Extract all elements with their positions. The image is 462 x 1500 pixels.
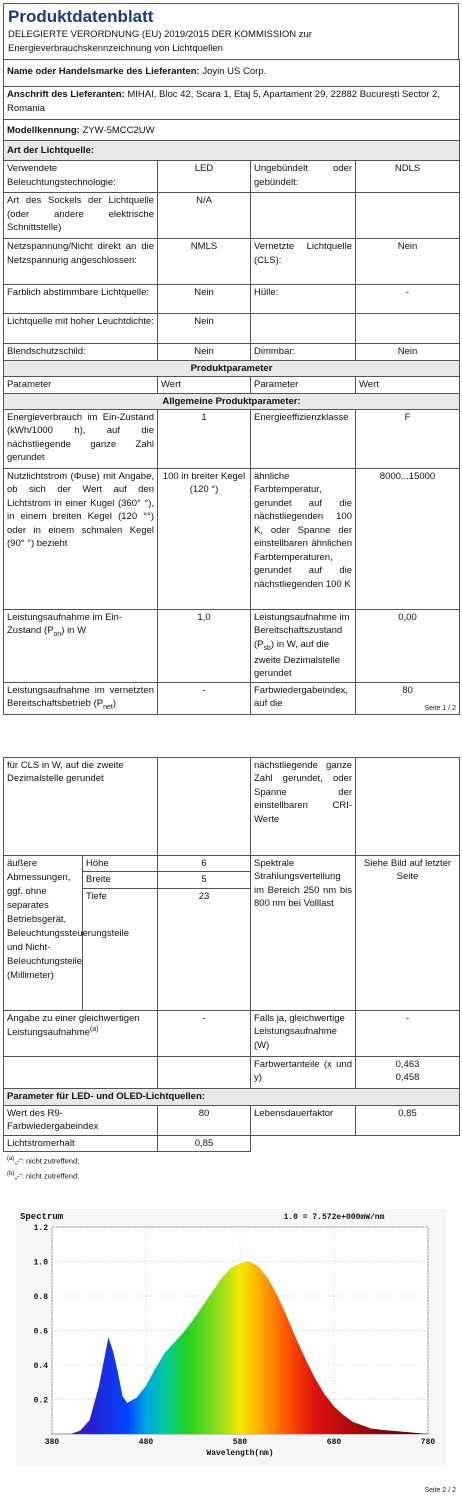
r9-label: Wert des R9-Farbwiedergabeindex bbox=[4, 1105, 158, 1135]
equivalent-power-row bbox=[4, 1010, 460, 1056]
model-value: ZYW-5MCC2UW bbox=[82, 125, 155, 137]
general-params-title: Allgemeine Produktparameter: bbox=[4, 393, 460, 409]
dimension-name: Tiefe bbox=[83, 888, 158, 1010]
y-tick-label: 1.0 bbox=[33, 1258, 48, 1268]
datasheet-page-1 bbox=[3, 3, 459, 715]
light-source-row-value: N/A bbox=[158, 193, 251, 239]
light-source-row-value: Nein bbox=[356, 344, 460, 360]
datasheet-table-page-1 bbox=[3, 59, 460, 715]
product-params-title-row bbox=[4, 360, 460, 376]
param-label-text: Leistungsaufnahme im Bereitschaftszustand (P bbox=[254, 612, 350, 650]
supplier-address-value: MIHAI, Bloc 42, Scara 1, Etaj 5, Apartament 29, 22882 București Sector 2, Romania bbox=[7, 89, 440, 114]
x-tick-label: 380 bbox=[44, 1438, 60, 1447]
chromaticity-label: Farbwertanteile (x und y) bbox=[251, 1056, 356, 1088]
light-source-row-value bbox=[356, 193, 460, 239]
x-axis-label: Wavelength(nm) bbox=[206, 1449, 274, 1458]
dimension-value: 5 bbox=[158, 872, 251, 888]
chromaticity-values bbox=[356, 1056, 460, 1088]
light-source-row-label: Ungebündelt oder gebündelt: bbox=[251, 161, 356, 193]
param-label: Energieverbrauch im Ein-Zustand (kWh/1000 h), auf die nächstliegende ganze Zahl gerundet bbox=[4, 410, 158, 469]
light-source-row-value bbox=[356, 314, 460, 344]
product-params-title: Produktparameter bbox=[4, 360, 460, 376]
param-row bbox=[4, 469, 460, 610]
param-label-tail: ) in W bbox=[61, 625, 87, 637]
column-header-param: Parameter bbox=[251, 377, 356, 393]
footnote-b bbox=[3, 1169, 459, 1184]
param-label bbox=[251, 610, 356, 683]
supplier-name-label: Name oder Handelsmarke des Lieferanten: bbox=[7, 66, 200, 78]
page-number-2: Seite 2 / 2 bbox=[424, 1487, 456, 1494]
param-row bbox=[4, 410, 460, 469]
spectrum-chart bbox=[16, 1209, 446, 1465]
continuation-left-value bbox=[158, 758, 251, 856]
param-value: 100 in breiter Kegel (120 °) bbox=[158, 469, 251, 610]
light-source-row bbox=[4, 344, 460, 360]
light-source-row-label bbox=[251, 193, 356, 239]
supplier-name-row bbox=[4, 60, 460, 87]
continuation-row bbox=[4, 758, 460, 856]
light-source-row bbox=[4, 285, 460, 314]
led-params-title-row bbox=[4, 1088, 460, 1105]
chart-scale-note: 1.0 = 7.572e+000mW/nm bbox=[283, 1213, 385, 1222]
param-value: F bbox=[356, 410, 460, 469]
spectrum-chart-svg bbox=[16, 1209, 446, 1465]
dimensions-label: äußere Abmessungen, ggf. ohne separates Betriebsgerät, Beleuchtungssteuerungsteile und Nicht-Beleuchtungsteile (Millimeter) bbox=[4, 856, 83, 1011]
continuation-right-value bbox=[356, 758, 460, 856]
param-value: 80 bbox=[356, 682, 460, 714]
led-param-row bbox=[4, 1135, 460, 1151]
led-params-title: Parameter für LED- und OLED-Lichtquellen: bbox=[4, 1088, 460, 1105]
continuation-left-label: für CLS in W, auf die zweite Dezimalstelle gerundet bbox=[4, 758, 158, 856]
document-title: Produktdatenblatt bbox=[8, 7, 154, 26]
datasheet-page-2 bbox=[3, 757, 459, 1184]
lumen-maintenance-value: 0,85 bbox=[158, 1135, 251, 1151]
footnote-ref-a: (a) bbox=[89, 1026, 99, 1034]
lifetime-factor-value: 0,85 bbox=[356, 1105, 460, 1135]
model-row bbox=[4, 120, 460, 141]
lifetime-factor-label: Lebensdauerfaktor bbox=[251, 1105, 356, 1135]
param-label-sub: on bbox=[53, 631, 62, 639]
supplier-address-row bbox=[4, 87, 460, 120]
footnote-a-mark: (a) bbox=[7, 1156, 15, 1163]
page-number-1: Seite 1 / 2 bbox=[424, 705, 456, 712]
model-label: Modellkennung: bbox=[7, 125, 80, 137]
x-tick-label: 580 bbox=[232, 1438, 248, 1447]
param-label-text: Leistungsaufnahme im Ein-Zustand (P bbox=[7, 612, 123, 637]
x-tick-label: 780 bbox=[420, 1438, 436, 1447]
light-source-row-value: NDLS bbox=[356, 161, 460, 193]
chart-title: Spectrum bbox=[20, 1212, 64, 1222]
dimension-value: 6 bbox=[158, 856, 251, 872]
supplier-address-label: Anschrift des Lieferanten: bbox=[7, 89, 125, 101]
light-source-row bbox=[4, 239, 460, 285]
chromaticity-y: 0,458 bbox=[395, 1072, 420, 1084]
light-source-section-row bbox=[4, 141, 460, 161]
light-source-row-label: Verwendete Beleuchtungstechnologie: bbox=[4, 161, 158, 193]
light-source-row bbox=[4, 314, 460, 344]
equivalent-power-r-value: - bbox=[356, 1010, 460, 1056]
param-value: 1 bbox=[158, 410, 251, 469]
y-tick-label: 0.4 bbox=[33, 1362, 48, 1371]
dimensions-row bbox=[4, 856, 460, 872]
general-params-title-row bbox=[4, 393, 460, 409]
param-label-sub: net bbox=[103, 704, 113, 712]
equivalent-power-label bbox=[4, 1010, 158, 1056]
chromaticity-empty bbox=[4, 1056, 158, 1088]
light-source-row-value: Nein bbox=[356, 239, 460, 285]
param-label-sub: sb bbox=[263, 644, 271, 652]
light-source-row-label bbox=[251, 314, 356, 344]
x-tick-label: 680 bbox=[326, 1438, 342, 1447]
footnote-a bbox=[3, 1154, 459, 1169]
led-param-row bbox=[4, 1105, 460, 1135]
equivalent-power-value: - bbox=[158, 1010, 251, 1056]
light-source-row-label: Vernetzte Lichtquelle (CLS): bbox=[251, 239, 356, 285]
regulation-line-2: Energieverbrauchskennzeichnung von Lichtquellen bbox=[8, 42, 223, 54]
regulation-line-1: DELEGIERTE VERORDNUNG (EU) 2019/2015 DER KOMMISSION zur bbox=[8, 29, 312, 41]
column-header-param: Parameter bbox=[4, 377, 158, 393]
param-value: - bbox=[158, 682, 251, 714]
param-label: ähnliche Farbtemperatur, gerundet auf die nächstliegenden 100 K, oder Spanne der einstellbaren ähnlichen Farbtemperaturen, gerundet auf die nächstliegenden 100 K bbox=[251, 469, 356, 610]
param-label: Nutzlichtstrom (Φuse) mit Angabe, ob sich der Wert auf den Lichtstrom in einer Kugel (360° °), in einem breiten Kegel (120 °°) oder in einem schmalen Kegel (90° °) bezieht bbox=[4, 469, 158, 610]
light-source-section-title: Art der Lichtquelle: bbox=[4, 141, 460, 161]
param-label-text: Leistungsaufnahme im vernetzten Bereitschaftsbetrieb (P bbox=[7, 684, 154, 710]
continuation-right-label: nächstliegende ganze Zahl gerundet, oder Spanne der einstellbaren CRI-Werte bbox=[251, 758, 356, 856]
y-tick-label: 0.6 bbox=[33, 1327, 48, 1337]
light-source-row-label: Lichtquelle mit hoher Leuchtdichte: bbox=[4, 314, 158, 344]
empty-cell bbox=[251, 1135, 356, 1151]
light-source-row-label: Art des Sockels der Lichtquelle (oder andere elektrische Schnittstelle) bbox=[4, 193, 158, 239]
light-source-row-value: LED bbox=[158, 161, 251, 193]
param-label-tail: ) in W, auf die zweite Dezimalstelle gerundet bbox=[254, 638, 341, 680]
y-tick-label: 0.2 bbox=[33, 1396, 48, 1406]
dimension-name: Höhe bbox=[83, 856, 158, 872]
param-label: Energieeffizienzklasse bbox=[251, 410, 356, 469]
dimension-value: 23 bbox=[158, 888, 251, 1010]
light-source-row-label: Dimmbar: bbox=[251, 344, 356, 360]
light-source-row-label: Farblich abstimmbare Lichtquelle: bbox=[4, 285, 158, 314]
footnote-b-text: „-“: nicht zutreffend; bbox=[14, 1171, 80, 1181]
footnote-b-mark: (b) bbox=[7, 1171, 15, 1178]
light-source-row-value: Nein bbox=[158, 344, 251, 360]
supplier-name-value: Joyin US Corp. bbox=[202, 66, 267, 78]
datasheet-header bbox=[3, 3, 459, 59]
param-value: 8000...15000 bbox=[356, 469, 460, 610]
column-header-row bbox=[4, 377, 460, 393]
r9-value: 80 bbox=[158, 1105, 251, 1135]
y-tick-label: 0.8 bbox=[33, 1293, 48, 1302]
param-label-tail: ) bbox=[112, 698, 117, 710]
light-source-row-label: Hülle: bbox=[251, 285, 356, 314]
param-label bbox=[4, 682, 158, 714]
light-source-row bbox=[4, 161, 460, 193]
dimension-name: Breite bbox=[83, 872, 158, 888]
light-source-row-label: Blendschutzschild: bbox=[4, 344, 158, 360]
equivalent-power-r-label: Falls ja, gleichwertige Leistungsaufnahme (W) bbox=[251, 1010, 356, 1056]
spectral-label: Spektrale Strahlungsverteilung im Bereich 250 nm bis 800 nm bei Volllast bbox=[251, 856, 356, 1011]
empty-cell bbox=[356, 1135, 460, 1151]
param-row bbox=[4, 610, 460, 683]
spectral-value: Siehe Bild auf letzter Seite bbox=[356, 856, 460, 1011]
column-header-value: Wert bbox=[158, 377, 251, 393]
light-source-row-value: Nein bbox=[158, 314, 251, 344]
param-label: Farbwiedergabeindex, auf die bbox=[251, 682, 356, 714]
x-tick-label: 480 bbox=[138, 1438, 154, 1447]
lumen-maintenance-label: Lichtstromerhalt bbox=[4, 1135, 158, 1151]
light-source-row-value: - bbox=[356, 285, 460, 314]
datasheet-table-page-2 bbox=[3, 757, 460, 1152]
light-source-row bbox=[4, 193, 460, 239]
chromaticity-x: 0,463 bbox=[395, 1058, 420, 1070]
column-header-value: Wert bbox=[356, 377, 460, 393]
param-row bbox=[4, 682, 460, 714]
param-value: 1,0 bbox=[158, 610, 251, 683]
light-source-row-label: Netzspannung/Nicht direkt an die Netzspannung angeschlossen: bbox=[4, 239, 158, 285]
chromaticity-empty bbox=[158, 1056, 251, 1088]
y-tick-label: 1.2 bbox=[33, 1224, 48, 1233]
param-value: 0,00 bbox=[356, 610, 460, 683]
param-label bbox=[4, 610, 158, 683]
equivalent-power-label-text: Angabe zu einer gleichwertigen Leistungsaufnahme bbox=[7, 1012, 140, 1039]
chromaticity-row bbox=[4, 1056, 460, 1088]
light-source-row-value: NMLS bbox=[158, 239, 251, 285]
footnote-a-text: „-“: nicht zutreffend; bbox=[14, 1156, 80, 1166]
light-source-row-value: Nein bbox=[158, 285, 251, 314]
